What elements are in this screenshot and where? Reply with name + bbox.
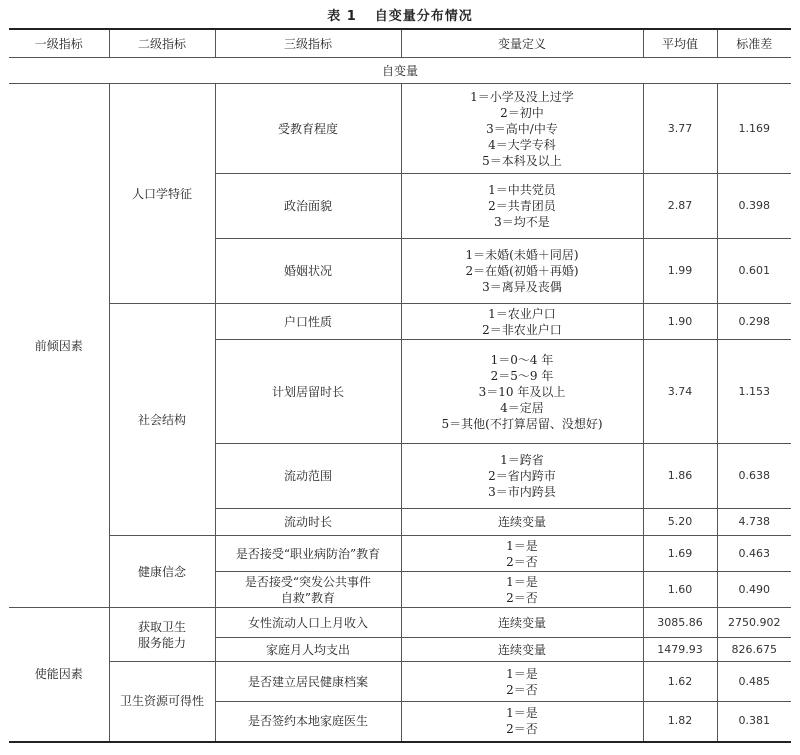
mean-cell: 3.77 — [643, 84, 717, 174]
level3-cell — [215, 444, 401, 509]
header-level1: 一级指标 — [9, 29, 109, 58]
definition-line: 3＝10 年及以上 — [478, 384, 566, 399]
definition-line: 2＝共青团员 — [488, 199, 556, 213]
definition-line: 1＝0～4 年 — [490, 352, 554, 367]
definition-line: 2＝否 — [506, 722, 538, 737]
level2-cell: 卫生资源可得性 — [109, 662, 215, 742]
definition-line: 1＝跨省 — [500, 453, 544, 467]
level3-cell — [215, 572, 401, 608]
definition-line: 2＝初中 — [500, 105, 544, 120]
level3-line: 是否接受“突发公共事件 — [244, 574, 372, 589]
level3-line: 是否签约本地家庭医生 — [247, 714, 368, 729]
header-sd: 标准差 — [717, 29, 791, 58]
definition-cell — [401, 638, 643, 662]
definition-cell — [401, 444, 643, 509]
level3-line: 流动时长 — [283, 515, 332, 529]
definition-cell — [401, 608, 643, 638]
sd-cell: 0.398 — [717, 174, 791, 239]
definition-line: 1＝是 — [506, 574, 538, 589]
level3-line: 流动范围 — [283, 469, 332, 483]
definition-line: 1＝农业户口 — [488, 306, 556, 321]
level3-cell — [215, 536, 401, 572]
level2-cell: 人口学特征 — [109, 84, 215, 304]
definition-line: 3＝市内跨县 — [488, 485, 556, 499]
sd-cell: 0.381 — [717, 702, 791, 742]
definition-line: 3＝高中/中专 — [486, 121, 558, 136]
definition-line: 4＝定居 — [500, 400, 544, 415]
sd-cell: 0.490 — [717, 572, 791, 608]
level3-line: 婚姻状况 — [283, 264, 332, 278]
sd-cell: 0.463 — [717, 536, 791, 572]
level3-line: 受教育程度 — [277, 121, 338, 136]
definition-line: 2＝否 — [506, 590, 538, 605]
header-level2: 二级指标 — [109, 29, 215, 58]
definition-cell — [401, 702, 643, 742]
level3-line: 户口性质 — [283, 314, 332, 329]
mean-cell: 1.90 — [643, 304, 717, 340]
level3-line: 女性流动人口上月收入 — [247, 615, 368, 630]
level3-cell — [215, 239, 401, 304]
sd-cell: 0.485 — [717, 662, 791, 702]
level3-line: 家庭月人均支出 — [265, 642, 350, 657]
level3-line: 自救”教育 — [280, 590, 336, 605]
mean-cell: 1.62 — [643, 662, 717, 702]
definition-cell — [401, 239, 643, 304]
level3-cell — [215, 84, 401, 174]
mean-cell: 1479.93 — [643, 638, 717, 662]
mean-cell: 1.82 — [643, 702, 717, 742]
table-title — [0, 5, 800, 24]
level1-cell: 使能因素 — [9, 608, 109, 742]
definition-line: 2＝省内跨市 — [488, 469, 556, 483]
definition-line: 2＝否 — [506, 682, 538, 697]
level3-cell — [215, 509, 401, 536]
level3-line: 是否建立居民健康档案 — [247, 674, 368, 689]
sd-cell: 826.675 — [717, 638, 791, 662]
definition-line: 1＝中共党员 — [488, 183, 556, 197]
definition-line: 3＝离异及丧偶 — [482, 280, 562, 294]
definition-line: 2＝在婚(初婚＋再婚) — [465, 264, 579, 278]
level1-cell: 前倾因素 — [9, 84, 109, 608]
header-definition: 变量定义 — [401, 29, 643, 58]
sd-cell: 0.601 — [717, 239, 791, 304]
mean-cell: 2.87 — [643, 174, 717, 239]
mean-cell: 5.20 — [643, 509, 717, 536]
level3-line: 政治面貌 — [283, 199, 332, 213]
level2-cell: 健康信念 — [109, 536, 215, 608]
definition-line: 3＝均不是 — [494, 215, 550, 229]
section-row — [9, 58, 791, 84]
level3-cell — [215, 662, 401, 702]
definition-cell — [401, 340, 643, 444]
table-row — [9, 84, 791, 174]
level3-cell — [215, 304, 401, 340]
level3-line: 计划居留时长 — [271, 384, 344, 399]
level3-cell — [215, 174, 401, 239]
header-mean: 平均值 — [643, 29, 717, 58]
definition-line: 5＝本科及以上 — [482, 153, 562, 168]
sd-cell: 4.738 — [717, 509, 791, 536]
level3-cell — [215, 340, 401, 444]
table-row — [9, 536, 791, 572]
variables-table — [9, 28, 791, 743]
definition-cell — [401, 572, 643, 608]
mean-cell: 3085.86 — [643, 608, 717, 638]
table-row — [9, 608, 791, 638]
mean-cell: 3.74 — [643, 340, 717, 444]
definition-line: 2＝否 — [506, 554, 538, 569]
definition-cell — [401, 84, 643, 174]
definition-line: 1＝是 — [506, 706, 538, 721]
definition-line: 5＝其他(不打算居留、没想好) — [441, 416, 603, 431]
definition-cell — [401, 304, 643, 340]
level2-cell: 社会结构 — [109, 304, 215, 536]
definition-line: 4＝大学专科 — [488, 137, 556, 152]
definition-line: 1＝是 — [506, 666, 538, 681]
definition-line: 1＝小学及没上过学 — [470, 89, 574, 104]
definition-line: 2＝非农业户口 — [482, 322, 562, 337]
level3-cell — [215, 608, 401, 638]
definition-cell — [401, 536, 643, 572]
table-number: 表 1 — [327, 9, 357, 24]
header-row — [9, 29, 791, 58]
mean-cell: 1.99 — [643, 239, 717, 304]
section-label: 自变量 — [9, 58, 791, 84]
mean-cell: 1.86 — [643, 444, 717, 509]
level3-cell — [215, 638, 401, 662]
sd-cell: 0.638 — [717, 444, 791, 509]
definition-line: 连续变量 — [497, 615, 546, 630]
level3-cell — [215, 702, 401, 742]
header-level3: 三级指标 — [215, 29, 401, 58]
table-caption: 自变量分布情况 — [374, 9, 473, 24]
definition-line: 1＝是 — [506, 538, 538, 553]
definition-cell — [401, 174, 643, 239]
definition-line: 2＝5～9 年 — [490, 368, 554, 383]
definition-cell — [401, 662, 643, 702]
sd-cell: 0.298 — [717, 304, 791, 340]
sd-cell: 1.153 — [717, 340, 791, 444]
table-row — [9, 304, 791, 340]
definition-cell — [401, 509, 643, 536]
sd-cell: 2750.902 — [717, 608, 791, 638]
sd-cell: 1.169 — [717, 84, 791, 174]
definition-line: 连续变量 — [497, 515, 546, 529]
mean-cell: 1.69 — [643, 536, 717, 572]
level2-cell: 获取卫生 服务能力 — [109, 608, 215, 662]
level3-line: 是否接受“职业病防治”教育 — [235, 546, 381, 561]
table-row — [9, 662, 791, 702]
definition-line: 1＝未婚(未婚＋同居) — [465, 248, 579, 262]
mean-cell: 1.60 — [643, 572, 717, 608]
definition-line: 连续变量 — [497, 642, 546, 657]
